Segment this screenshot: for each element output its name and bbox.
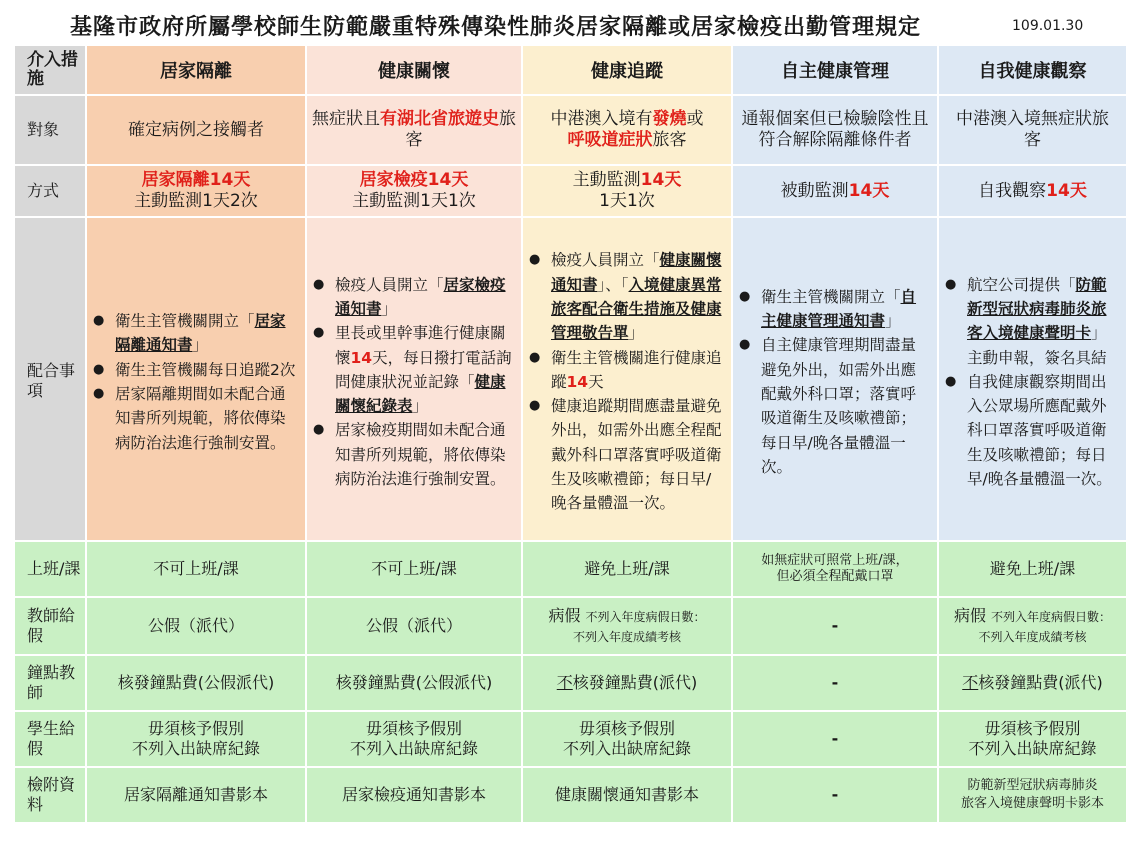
list-item: ● 衛生主管機關每日追蹤2次 bbox=[93, 358, 299, 382]
hourly-self-health-management: - bbox=[732, 655, 938, 711]
list-item: ● 里長或里幹事進行健康關懷14天，每日撥打電話詢問健康狀況並記錄「健康關懷紀錄表」 bbox=[313, 321, 515, 418]
work-health-tracking: 避免上班/課 bbox=[522, 541, 732, 597]
list-item: ● 居家檢疫期間如未配合通知書所列規範，將依傳染病防治法進行強制安置。 bbox=[313, 418, 515, 491]
method-duration: 14天 bbox=[640, 170, 682, 190]
target-home-isolation: 確定病例之接觸者 bbox=[86, 95, 306, 165]
target-highlight: 發燒 bbox=[652, 109, 687, 129]
document-header bbox=[0, 8, 1140, 42]
notes-health-care bbox=[306, 217, 522, 541]
hourly-health-tracking: 不核發鐘點費(派代) bbox=[522, 655, 732, 711]
row-label-method: 方式 bbox=[14, 165, 86, 217]
target-row bbox=[14, 95, 1127, 165]
attachments-self-observation: 防範新型冠狀病毒肺炎 旅客入境健康聲明卡影本 bbox=[938, 767, 1127, 823]
row-label-notes: 配合事項 bbox=[14, 217, 86, 541]
document-date: 109.01.30 bbox=[1012, 18, 1084, 34]
student-leave-health-care: 毋須核予假別 不列入出缺席紀錄 bbox=[306, 711, 522, 767]
list-item: ● 健康追蹤期間應盡量避免外出，如需外出應全程配戴外科口罩落實呼吸道衛生及咳嗽禮節；每日早/晚各量體溫一次。 bbox=[529, 394, 725, 515]
notes-health-tracking bbox=[522, 217, 732, 541]
row-label-target: 對象 bbox=[14, 95, 86, 165]
list-item: ● 檢疫人員開立「居家檢疫通知書」 bbox=[313, 273, 515, 322]
hourly-self-observation: 不核發鐘點費(派代) bbox=[938, 655, 1127, 711]
notes-self-health-management bbox=[732, 217, 938, 541]
method-type: 主動監測 bbox=[572, 170, 641, 190]
attachments-self-health-management: - bbox=[732, 767, 938, 823]
work-health-care: 不可上班/課 bbox=[306, 541, 522, 597]
target-health-care bbox=[306, 95, 522, 165]
notes-list bbox=[939, 267, 1126, 492]
list-item: ● 自主健康管理期間盡量避免外出，如需外出應配戴外科口罩；落實呼吸道衛生及咳嗽禮節；每日早/晚各量體溫一次。 bbox=[739, 333, 931, 479]
row-label-work: 上班/課 bbox=[14, 541, 86, 597]
col-header-home-isolation: 居家隔離 bbox=[86, 45, 306, 95]
work-home-isolation: 不可上班/課 bbox=[86, 541, 306, 597]
target-health-tracking bbox=[522, 95, 732, 165]
attachments-health-care: 居家檢疫通知書影本 bbox=[306, 767, 522, 823]
student-leave-row bbox=[14, 711, 1127, 767]
col-header-self-health-management: 自主健康管理 bbox=[732, 45, 938, 95]
list-item: ● 衛生主管機關進行健康追蹤14天 bbox=[529, 346, 725, 395]
attachments-home-isolation: 居家隔離通知書影本 bbox=[86, 767, 306, 823]
target-text: 旅客 bbox=[652, 130, 687, 150]
notes-home-isolation bbox=[86, 217, 306, 541]
method-frequency: 1天1次 bbox=[599, 191, 655, 211]
student-leave-home-isolation: 毋須核予假別 不列入出缺席紀錄 bbox=[86, 711, 306, 767]
notes-list bbox=[733, 279, 937, 479]
teacher-leave-health-care: 公假（派代） bbox=[306, 597, 522, 655]
row-label-hourly-teacher: 鐘點教師 bbox=[14, 655, 86, 711]
col-header-health-tracking: 健康追蹤 bbox=[522, 45, 732, 95]
method-self-observation bbox=[938, 165, 1127, 217]
work-self-health-management: 如無症狀可照常上班/課， 但必須全程配戴口罩 bbox=[732, 541, 938, 597]
row-label-attachments: 檢附資料 bbox=[14, 767, 86, 823]
method-duration: 居家隔離14天 bbox=[141, 170, 251, 190]
teacher-leave-health-tracking: 病假 不列入年度病假日數： 不列入年度成績考核 bbox=[522, 597, 732, 655]
document-title: 基隆市政府所屬學校師生防範嚴重特殊傳染性肺炎居家隔離或居家檢疫出勤管理規定 bbox=[70, 15, 922, 40]
list-item: ● 衛生主管機關開立「自主健康管理通知書」 bbox=[739, 285, 931, 334]
row-label-measures: 介入措施 bbox=[14, 45, 86, 95]
target-text: 旅客 bbox=[405, 109, 516, 150]
list-item: ● 檢疫人員開立「健康關懷通知書」、「入境健康異常旅客配合衛生措施及健康管理敬告單」 bbox=[529, 248, 725, 345]
target-text: 中港澳入境有 bbox=[550, 109, 653, 129]
target-highlight: 呼吸道症狀 bbox=[567, 130, 653, 150]
teacher-leave-self-health-management: - bbox=[732, 597, 938, 655]
header-row bbox=[14, 45, 1127, 95]
row-label-teacher-leave: 教師給假 bbox=[14, 597, 86, 655]
hourly-health-care: 核發鐘點費(公假派代) bbox=[306, 655, 522, 711]
attachments-row bbox=[14, 767, 1127, 823]
method-row bbox=[14, 165, 1127, 217]
method-duration: 居家檢疫14天 bbox=[359, 170, 469, 190]
method-health-care bbox=[306, 165, 522, 217]
list-item: ● 航空公司提供「防範新型冠狀病毒肺炎旅客入境健康聲明卡」主動申報，簽名具結 bbox=[945, 273, 1120, 370]
student-leave-self-observation: 毋須核予假別 不列入出缺席紀錄 bbox=[938, 711, 1127, 767]
target-text: 無症狀且 bbox=[312, 109, 380, 129]
list-item: ● 衛生主管機關開立「居家隔離通知書」 bbox=[93, 309, 299, 358]
target-self-observation: 中港澳入境無症狀旅客 bbox=[938, 95, 1127, 165]
col-header-health-care: 健康關懷 bbox=[306, 45, 522, 95]
row-label-student-leave: 學生給假 bbox=[14, 711, 86, 767]
student-leave-health-tracking: 毋須核予假別 不列入出缺席紀錄 bbox=[522, 711, 732, 767]
target-highlight: 有湖北省旅遊史 bbox=[380, 109, 499, 129]
method-health-tracking bbox=[522, 165, 732, 217]
notes-list bbox=[307, 267, 521, 492]
regulation-table bbox=[13, 44, 1128, 824]
hourly-teacher-row bbox=[14, 655, 1127, 711]
notes-list bbox=[523, 242, 731, 515]
work-self-observation: 避免上班/課 bbox=[938, 541, 1127, 597]
method-home-isolation bbox=[86, 165, 306, 217]
notes-self-observation bbox=[938, 217, 1127, 541]
notes-list bbox=[87, 303, 305, 455]
method-frequency: 主動監測1天1次 bbox=[352, 191, 476, 211]
method-duration: 14天 bbox=[1046, 180, 1087, 201]
target-text: 或 bbox=[686, 109, 704, 129]
method-duration: 14天 bbox=[848, 180, 890, 201]
col-header-self-observation: 自我健康觀察 bbox=[938, 45, 1127, 95]
method-type: 被動監測 bbox=[780, 180, 849, 201]
work-row bbox=[14, 541, 1127, 597]
student-leave-self-health-management: - bbox=[732, 711, 938, 767]
method-frequency: 主動監測1天2次 bbox=[134, 191, 258, 211]
list-item: ● 自我健康觀察期間出入公眾場所應配戴外科口罩落實呼吸道衛生及咳嗽禮節；每日早/晚各量體溫一次。 bbox=[945, 370, 1120, 491]
hourly-home-isolation: 核發鐘點費(公假派代) bbox=[86, 655, 306, 711]
teacher-leave-self-observation: 病假 不列入年度病假日數： 不列入年度成績考核 bbox=[938, 597, 1127, 655]
teacher-leave-home-isolation: 公假（派代） bbox=[86, 597, 306, 655]
teacher-leave-row bbox=[14, 597, 1127, 655]
list-item: ● 居家隔離期間如未配合通知書所列規範，將依傳染病防治法進行強制安置。 bbox=[93, 382, 299, 455]
method-self-health-management bbox=[732, 165, 938, 217]
attachments-health-tracking: 健康關懷通知書影本 bbox=[522, 767, 732, 823]
method-type: 自我觀察 bbox=[978, 180, 1047, 201]
target-self-health-management: 通報個案但已檢驗陰性且符合解除隔離條件者 bbox=[732, 95, 938, 165]
notes-row bbox=[14, 217, 1127, 541]
